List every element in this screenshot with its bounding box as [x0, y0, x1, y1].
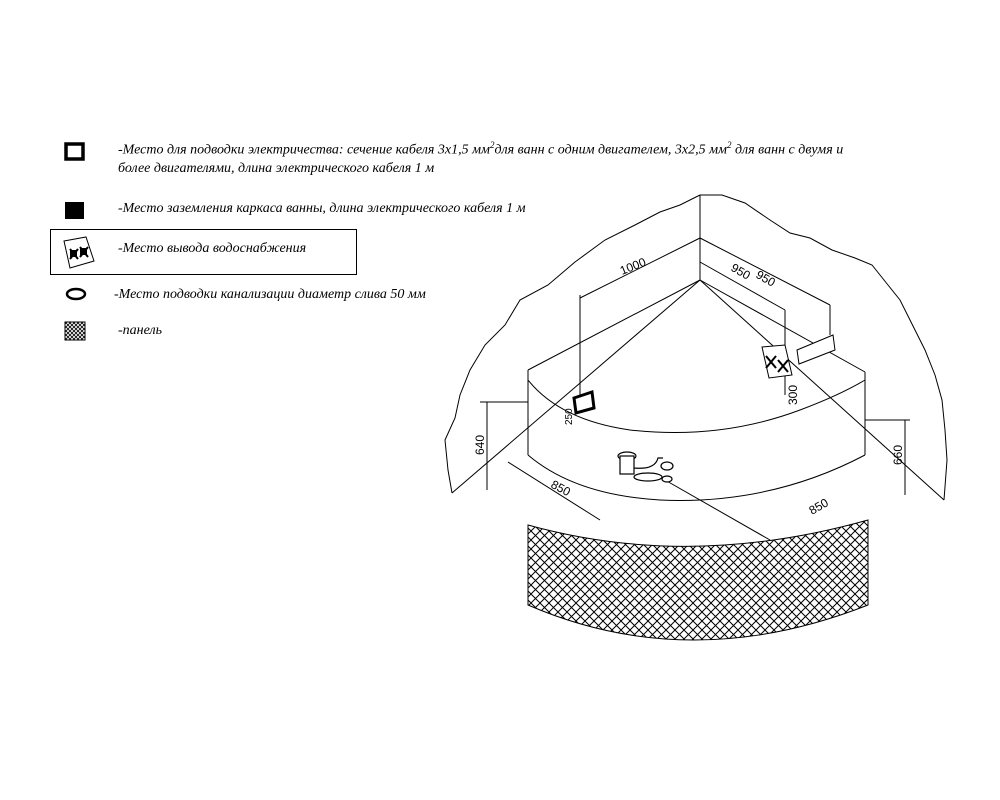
- dim-300: 300: [786, 384, 800, 405]
- dim-950-inner: 950: [728, 260, 753, 283]
- dim-950-outer: 950: [753, 267, 778, 290]
- water-outlet-symbol: [762, 335, 835, 378]
- dim-660: 660: [891, 444, 905, 465]
- dimension-lines: [480, 238, 910, 495]
- legend-item-water-supply: -Место вывода водоснабжения: [118, 241, 307, 256]
- dim-850-right: 850: [806, 495, 831, 518]
- drain-assembly: [618, 452, 673, 482]
- dim-1000: 1000: [617, 254, 648, 278]
- legend-item-panel: -панель: [118, 323, 162, 338]
- electric-point-symbol: [574, 392, 594, 413]
- legend-item-drain: -Место подводки канализации диаметр слива 50 мм: [114, 287, 426, 302]
- legend-item-grounding: -Место заземления каркаса ванны, длина электрического кабеля 1 м: [118, 201, 526, 216]
- front-panel: [528, 520, 868, 640]
- legend-item-electricity: -Место для подводки электричества: сечение кабеля 3х1,5 $мм^2для$ ванн с одним двигателем, 3х2,5 $мм^2$ для ванн с двумя и более двигателями, длина электрического кабеля 1 м: [118, 140, 844, 176]
- dim-250: 250: [564, 408, 575, 425]
- dim-850-left: 850: [548, 477, 573, 500]
- wall-outline: [445, 195, 947, 500]
- bathtub-outline: [508, 280, 865, 540]
- dim-640: 640: [473, 434, 487, 455]
